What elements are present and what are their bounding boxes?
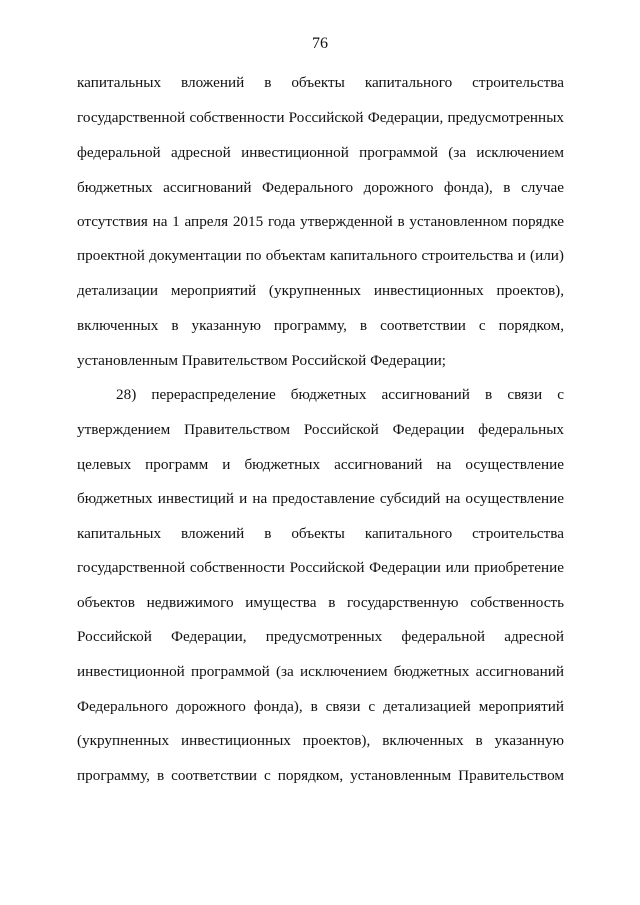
text-line-12: целевых программ и бюджетных ассигнований на осуществление — [77, 456, 564, 473]
text-line-2: государственной собственности Российской Федерации, предусмотренных — [77, 109, 564, 126]
text-line-18: инвестиционной программой (за исключением бюджетных ассигнований — [77, 663, 564, 680]
text-line-6: проектной документации по объектам капитального строительства и (или) — [77, 247, 564, 264]
text-line-19: Федерального дорожного фонда), в связи с детализацией мероприятий — [77, 698, 564, 715]
text-line-15: государственной собственности Российской Федерации или приобретение — [77, 559, 564, 576]
text-line-9: установленным Правительством Российской Федерации; — [77, 352, 447, 369]
text-line-17: Российской Федерации, предусмотренных федеральной адресной — [77, 628, 564, 645]
text-line-20: (укрупненных инвестиционных проектов), включенных в указанную — [77, 732, 564, 749]
text-line-10: 28) перераспределение бюджетных ассигнований в связи с — [116, 386, 564, 403]
text-line-11: утверждением Правительством Российской Федерации федеральных — [77, 421, 564, 438]
text-line-5: отсутствия на 1 апреля 2015 года утвержденной в установленном порядке — [77, 213, 564, 230]
text-line-8: включенных в указанную программу, в соответствии с порядком, — [77, 317, 564, 334]
text-line-1: капитальных вложений в объекты капитального строительства — [77, 74, 564, 91]
text-line-7: детализации мероприятий (укрупненных инвестиционных проектов), — [77, 282, 564, 299]
page-number: 76 — [312, 35, 328, 52]
text-line-21: программу, в соответствии с порядком, установленным Правительством — [77, 767, 564, 784]
text-line-13: бюджетных инвестиций и на предоставление субсидий на осуществление — [77, 490, 564, 507]
text-line-3: федеральной адресной инвестиционной программой (за исключением — [77, 144, 564, 161]
text-line-14: капитальных вложений в объекты капитального строительства — [77, 525, 564, 542]
text-line-4: бюджетных ассигнований Федерального дорожного фонда), в случае — [77, 179, 564, 196]
text-line-16: объектов недвижимого имущества в государственную собственность — [77, 594, 564, 611]
